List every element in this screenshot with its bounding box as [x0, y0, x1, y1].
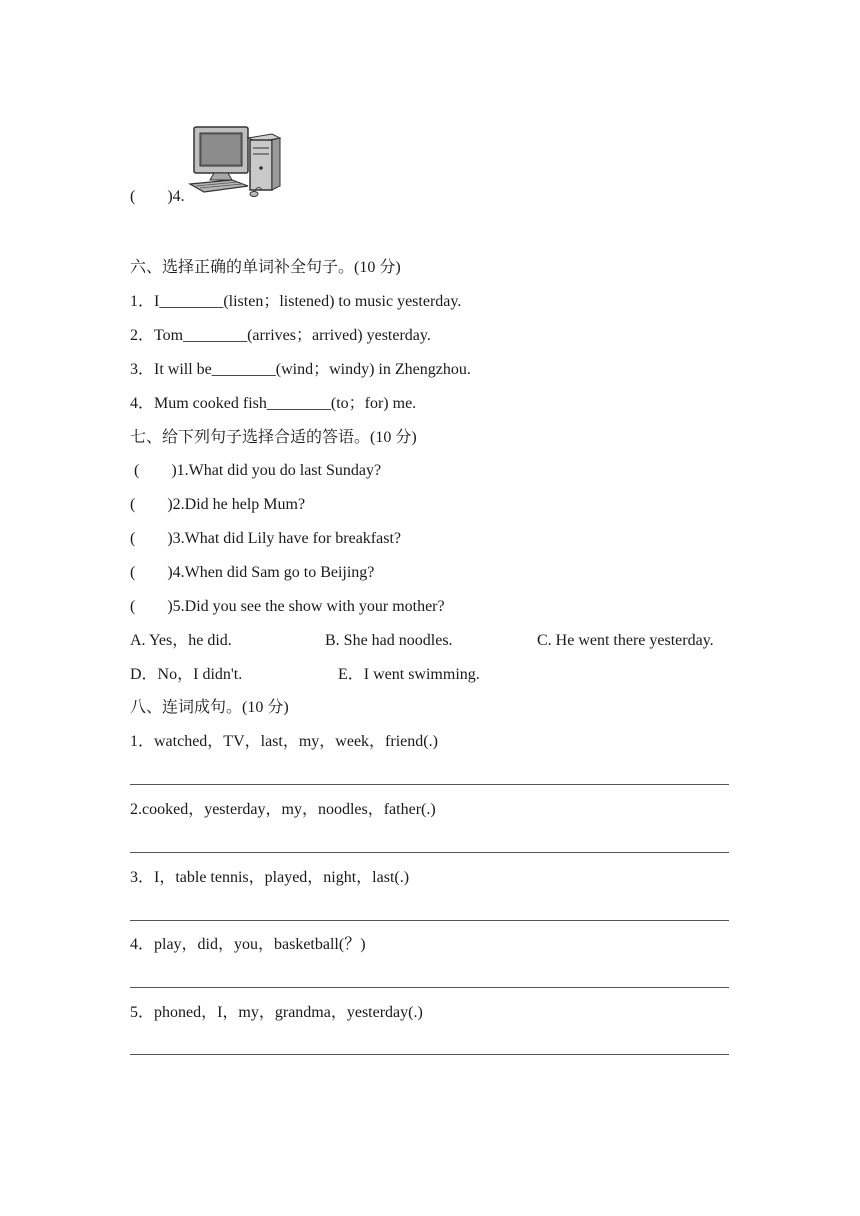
section-8-item-4: 4．play，did，you，basketball(？): [130, 936, 366, 953]
answer-line-3: [130, 920, 729, 921]
option-c: C. He went there yesterday.: [537, 632, 714, 649]
answer-line-2: [130, 852, 729, 853]
section-8-heading: 八、连词成句。(10 分): [130, 699, 289, 716]
option-d: D．No，I didn't.: [130, 666, 243, 683]
section-8-item-2: 2.cooked，yesterday，my，noodles，father(.): [130, 801, 436, 818]
section-6-item-1: 1．I________(listen；listened) to music yesterday.: [130, 293, 462, 310]
section-7-question-3: ( )3.What did Lily have for breakfast?: [130, 530, 402, 547]
section-8-item-5: 5．phoned，I，my，grandma，yesterday(.): [130, 1004, 423, 1021]
section-7-heading: 七、给下列句子选择合适的答语。(10 分): [130, 429, 417, 446]
section-8-item-3: 3．I，table tennis，played，night，last(.): [130, 869, 410, 886]
section-7-question-2: ( )2.Did he help Mum?: [130, 496, 306, 513]
section-7-question-1: ( )1.What did you do last Sunday?: [130, 462, 382, 479]
option-a: A. Yes，he did.: [130, 632, 232, 649]
section-8-item-1: 1．watched，TV，last，my，week，friend(.): [130, 733, 438, 750]
section-6-item-4: 4．Mum cooked fish________(to；for) me.: [130, 395, 417, 412]
section-7-question-5: ( )5.Did you see the show with your mother?: [130, 598, 445, 615]
computer-picture: [188, 124, 284, 198]
answer-line-1: [130, 784, 729, 785]
answer-line-4: [130, 987, 729, 988]
section-6-heading: 六、选择正确的单词补全句子。(10 分): [130, 259, 401, 276]
option-b: B. She had noodles.: [325, 632, 453, 649]
picture-item-4: ( )4.: [130, 188, 185, 205]
section-6-item-2: 2．Tom________(arrives；arrived) yesterday.: [130, 327, 431, 344]
section-7-question-4: ( )4.When did Sam go to Beijing?: [130, 564, 375, 581]
section-6-item-3: 3．It will be________(wind；windy) in Zhengzhou.: [130, 361, 471, 378]
option-e: E．I went swimming.: [338, 666, 480, 683]
answer-line-5: [130, 1054, 729, 1055]
